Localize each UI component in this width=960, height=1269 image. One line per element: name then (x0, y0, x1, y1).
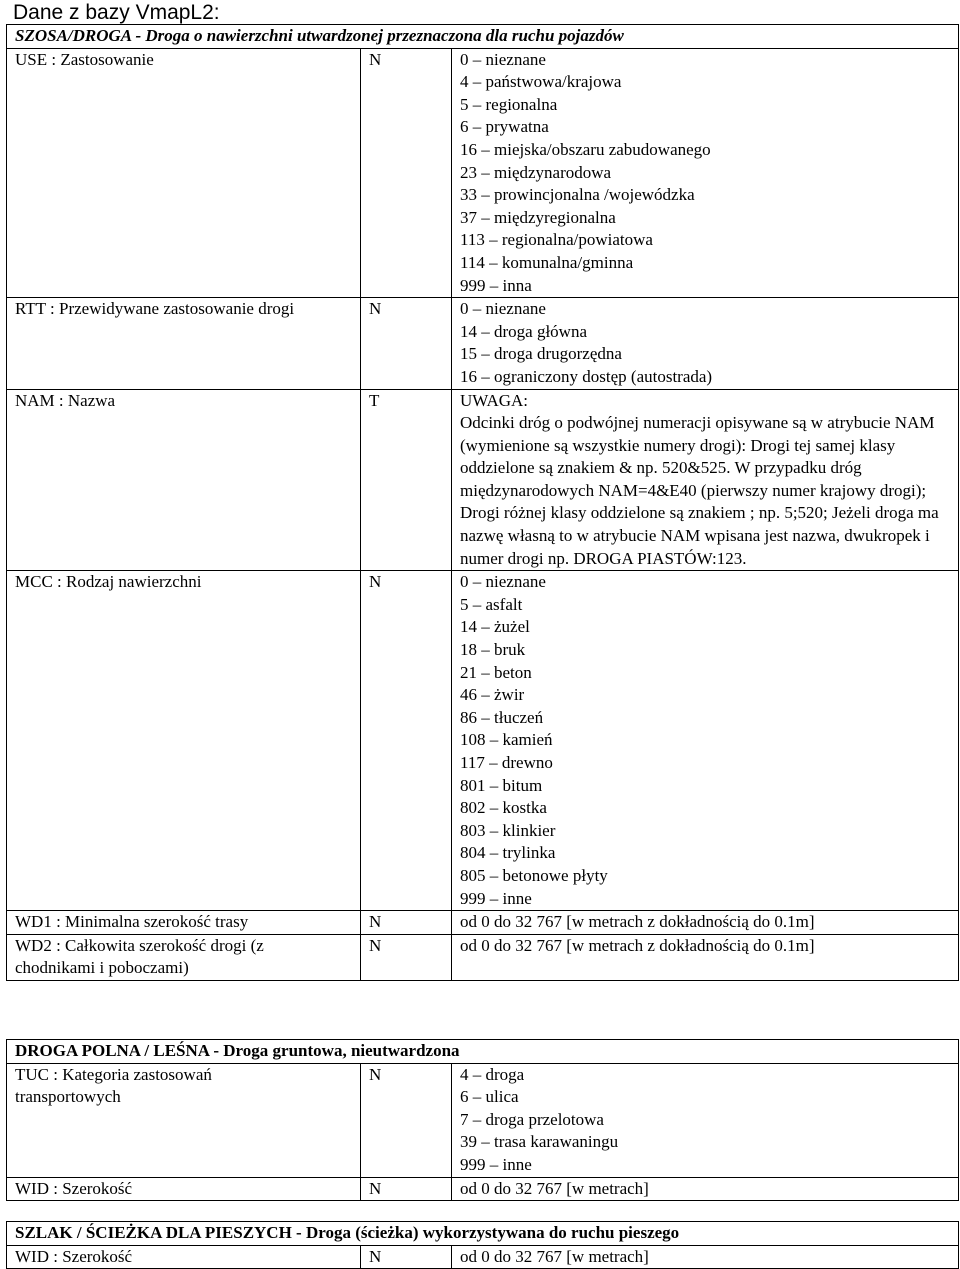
attribute-values (452, 934, 959, 980)
attribute-label: TUC : Kategoria zastosowań transportowych (7, 1063, 361, 1177)
attribute-value: 999 – inna (460, 275, 532, 295)
attribute-value: 14 – żużel (460, 617, 530, 637)
attribute-type: N (361, 1063, 452, 1177)
attribute-value: 801 – bitum (460, 775, 543, 795)
attribute-row (7, 571, 959, 911)
attribute-value: 114 – komunalna/gminna (460, 252, 634, 272)
attribute-row (7, 48, 959, 298)
attribute-value: 39 – trasa karawaningu (460, 1132, 619, 1152)
attribute-label: WD2 : Całkowita szerokość drogi (z chodnikami i poboczami) (7, 934, 361, 980)
attribute-value: 21 – beton (460, 662, 532, 682)
section-table-szlak (6, 1221, 959, 1269)
attribute-value: 4 – państwowa/krajowa (460, 72, 622, 92)
attribute-value: 805 – betonowe płyty (460, 865, 608, 885)
attribute-type: T (361, 389, 452, 571)
attribute-value: 86 – tłuczeń (460, 707, 544, 727)
attribute-value: 5 – asfalt (460, 594, 523, 614)
attribute-label: WID : Szerokość (7, 1177, 361, 1201)
attribute-type: N (361, 298, 452, 389)
attribute-value: od 0 do 32 767 [w metrach z dokładnością do 0.1m] (460, 912, 815, 932)
attribute-value: 6 – prywatna (460, 117, 549, 137)
attribute-value: 16 – miejska/obszaru zabudowanego (460, 139, 711, 159)
attribute-type: N (361, 1177, 452, 1201)
note-text: Odcinki dróg o podwójnej numeracji opisywane są w atrybucie NAM (wymienione są wszystkie numery drogi): Drogi tej samej klasy oddzielone są znakiem & np. 520&525. W przypadku dróg międzynarodowych NAM=4&E40 (pierwszy numer krajowy drogi); Drogi różnej klasy oddzielone są znakiem ; np. 5;520; Jeżeli droga ma nazwę własną to w atrybucie NAM wpisana jest nazwa, dwukropek i numer drogi np. DROGA PIASTÓW:123. (460, 413, 939, 568)
attribute-value: od 0 do 32 767 [w metrach z dokładnością do 0.1m] (460, 935, 815, 955)
section-heading-row (7, 1222, 959, 1246)
attribute-type: N (361, 934, 452, 980)
section-heading: SZOSA/DROGA - Droga o nawierzchni utwardzonej przeznaczona dla ruchu pojazdów (7, 25, 959, 49)
attribute-values (452, 1063, 959, 1177)
attribute-values (452, 1245, 959, 1269)
attribute-label: USE : Zastosowanie (7, 48, 361, 298)
attribute-type: N (361, 911, 452, 935)
attribute-values (452, 389, 959, 571)
attribute-value: 37 – międzyregionalna (460, 207, 616, 227)
attribute-value: 0 – nieznane (460, 572, 546, 592)
attribute-values (452, 298, 959, 389)
attribute-value: od 0 do 32 767 [w metrach] (460, 1178, 649, 1198)
section-heading-row (7, 1040, 959, 1064)
section-heading-row (7, 25, 959, 49)
attribute-type: N (361, 1245, 452, 1269)
document-title: Dane z bazy VmapL2: (13, 1, 220, 24)
attribute-label: MCC : Rodzaj nawierzchni (7, 571, 361, 911)
attribute-values (452, 1177, 959, 1201)
attribute-value: 113 – regionalna/powiatowa (460, 230, 653, 250)
attribute-label: WID : Szerokość (7, 1245, 361, 1269)
attribute-value: 33 – prowincjonalna /wojewódzka (460, 185, 695, 205)
attribute-value: 46 – żwir (460, 685, 525, 705)
attribute-value: 0 – nieznane (460, 49, 546, 69)
attribute-row (7, 1063, 959, 1177)
attribute-row (7, 1177, 959, 1201)
attribute-row (7, 911, 959, 935)
attribute-value: 803 – klinkier (460, 820, 556, 840)
attribute-value: 14 – droga główna (460, 321, 588, 341)
attribute-value: 5 – regionalna (460, 94, 558, 114)
attribute-label: RTT : Przewidywane zastosowanie drogi (7, 298, 361, 389)
attribute-value: 6 – ulica (460, 1087, 519, 1107)
attribute-value: 117 – drewno (460, 753, 553, 772)
attribute-value: 15 – droga drugorzędna (460, 344, 622, 364)
attribute-value: od 0 do 32 767 [w metrach] (460, 1246, 649, 1266)
attribute-row (7, 934, 959, 980)
attribute-label: NAM : Nazwa (7, 389, 361, 571)
attribute-value: 7 – droga przelotowa (460, 1109, 604, 1129)
attribute-values (452, 911, 959, 935)
attribute-values (452, 571, 959, 911)
attribute-row (7, 389, 959, 571)
attribute-value: 802 – kostka (460, 798, 547, 818)
attribute-value: 999 – inne (460, 1154, 532, 1174)
attribute-value: 108 – kamień (460, 730, 553, 750)
section-heading: SZLAK / ŚCIEŻKA DLA PIESZYCH - Droga (ścieżka) wykorzystywana do ruchu pieszego (7, 1222, 959, 1246)
attribute-value: 23 – międzynarodowa (460, 162, 612, 182)
attribute-value: 999 – inne (460, 888, 532, 908)
attribute-row (7, 298, 959, 389)
attribute-type: N (361, 48, 452, 298)
section-table-droga-polna (6, 1039, 959, 1201)
section-heading: DROGA POLNA / LEŚNA - Droga gruntowa, nieutwardzona (7, 1040, 959, 1064)
attribute-type: N (361, 571, 452, 911)
attribute-value: 0 – nieznane (460, 299, 546, 319)
attribute-value: 16 – ograniczony dostęp (autostrada) (460, 366, 713, 386)
attribute-label: WD1 : Minimalna szerokość trasy (7, 911, 361, 935)
attribute-value: 4 – droga (460, 1064, 525, 1084)
attribute-row (7, 1245, 959, 1269)
attribute-values (452, 48, 959, 298)
section-table-szosa (6, 24, 959, 981)
attribute-value: 18 – bruk (460, 640, 526, 660)
note-heading: UWAGA: (460, 390, 528, 410)
attribute-value: 804 – trylinka (460, 843, 556, 863)
